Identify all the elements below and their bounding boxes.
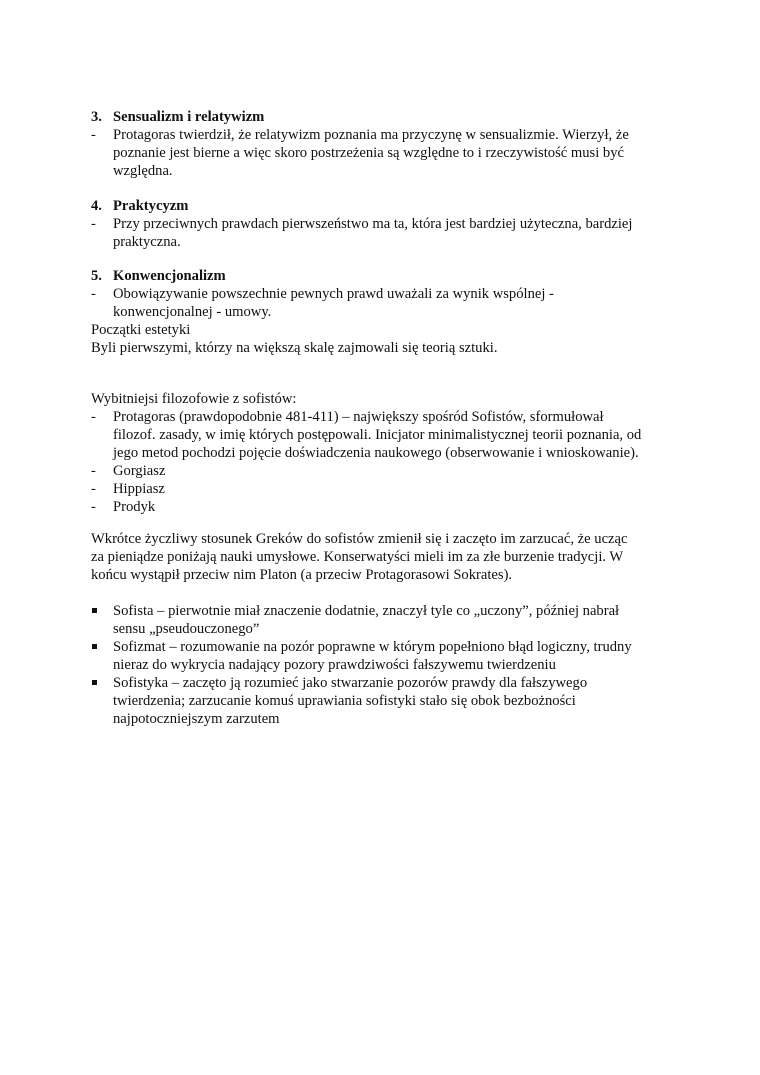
section-title: Praktycyzm bbox=[113, 198, 189, 214]
definition-line: Sofizmat – rozumowanie na pozór poprawne w którym popełniono błąd logiczny, trudny bbox=[113, 639, 632, 655]
section-text-line: Przy przeciwnych prawdach pierwszeństwo ma ta, która jest bardziej użyteczna, bardziej bbox=[113, 216, 633, 232]
dash-bullet: - bbox=[91, 409, 96, 425]
square-bullet-icon bbox=[92, 608, 97, 613]
protagoras-text-line: Protagoras (prawdopodobnie 481-411) – największy spośród Sofistów, sformułował bbox=[113, 409, 604, 425]
definition-line: Sofistyka – zaczęto ją rozumieć jako stwarzanie pozorów prawdy dla fałszywego bbox=[113, 675, 588, 691]
section-text-line: praktyczna. bbox=[113, 234, 181, 250]
definition-line: Sofista – pierwotnie miał znaczenie dodatnie, znaczył tyle co „uczony”, później nabrał bbox=[113, 603, 620, 619]
protagoras-text-line: filozof. zasady, w imię których postępowali. Inicjator minimalistycznej teorii poznania, od bbox=[113, 427, 642, 443]
definition-line: sensu „pseudouczonego” bbox=[113, 621, 260, 637]
section-number: 3. bbox=[91, 109, 102, 125]
square-bullet-icon bbox=[92, 644, 97, 649]
philosopher-name: Hippiasz bbox=[113, 481, 165, 497]
section-text-line: Protagoras twierdził, że relatywizm poznania ma przyczynę w sensualizmie. Wierzył, że bbox=[113, 127, 629, 143]
dash-bullet: - bbox=[91, 481, 96, 497]
philosopher-name: Prodyk bbox=[113, 499, 156, 515]
section-number: 5. bbox=[91, 268, 102, 284]
paragraph-line: Wkrótce życzliwy stosunek Greków do sofistów zmienił się i zaczęto im zarzucać, że ucząc bbox=[91, 531, 628, 547]
aesthetics-text: Byli pierwszymi, którzy na większą skalę zajmowali się teorią sztuki. bbox=[91, 340, 498, 356]
definition-line: twierdzenia; zarzucanie komuś uprawiania sofistyki stało się obok bezbożności bbox=[113, 693, 576, 709]
dash-bullet: - bbox=[91, 127, 96, 143]
dash-bullet: - bbox=[91, 499, 96, 515]
dash-bullet: - bbox=[91, 216, 96, 232]
paragraph-line: za pieniądze poniżają nauki umysłowe. Konserwatyści mieli im za złe burzenie tradycji. W bbox=[91, 549, 624, 565]
philosopher-name: Gorgiasz bbox=[113, 463, 166, 479]
dash-bullet: - bbox=[91, 463, 96, 479]
section-text-line: konwencjonalnej - umowy. bbox=[113, 304, 272, 320]
dash-bullet: - bbox=[91, 286, 96, 302]
definition-line: nieraz do wykrycia nadający pozory prawdziwości fałszywemu twierdzeniu bbox=[113, 657, 556, 673]
section-number: 4. bbox=[91, 198, 102, 214]
section-text-line: względna. bbox=[113, 163, 173, 179]
protagoras-text-line: jego metod pochodzi pojęcie doświadczenia naukowego (obserwowanie i wnioskowanie). bbox=[113, 445, 639, 461]
definition-line: najpotoczniejszym zarzutem bbox=[113, 711, 280, 727]
section-text-line: Obowiązywanie powszechnie pewnych prawd uważali za wynik wspólnej - bbox=[113, 286, 554, 302]
section-title: Konwencjonalizm bbox=[113, 268, 226, 284]
philosophers-heading: Wybitniejsi filozofowie z sofistów: bbox=[91, 391, 297, 407]
section-text-line: poznanie jest bierne a więc skoro postrzeżenia są względne to i rzeczywistość musi być bbox=[113, 145, 624, 161]
aesthetics-heading: Początki estetyki bbox=[91, 322, 191, 338]
paragraph-line: końcu wystąpił przeciw nim Platon (a przeciw Protagorasowi Sokrates). bbox=[91, 567, 513, 583]
section-title: Sensualizm i relatywizm bbox=[113, 109, 265, 125]
square-bullet-icon bbox=[92, 680, 97, 685]
